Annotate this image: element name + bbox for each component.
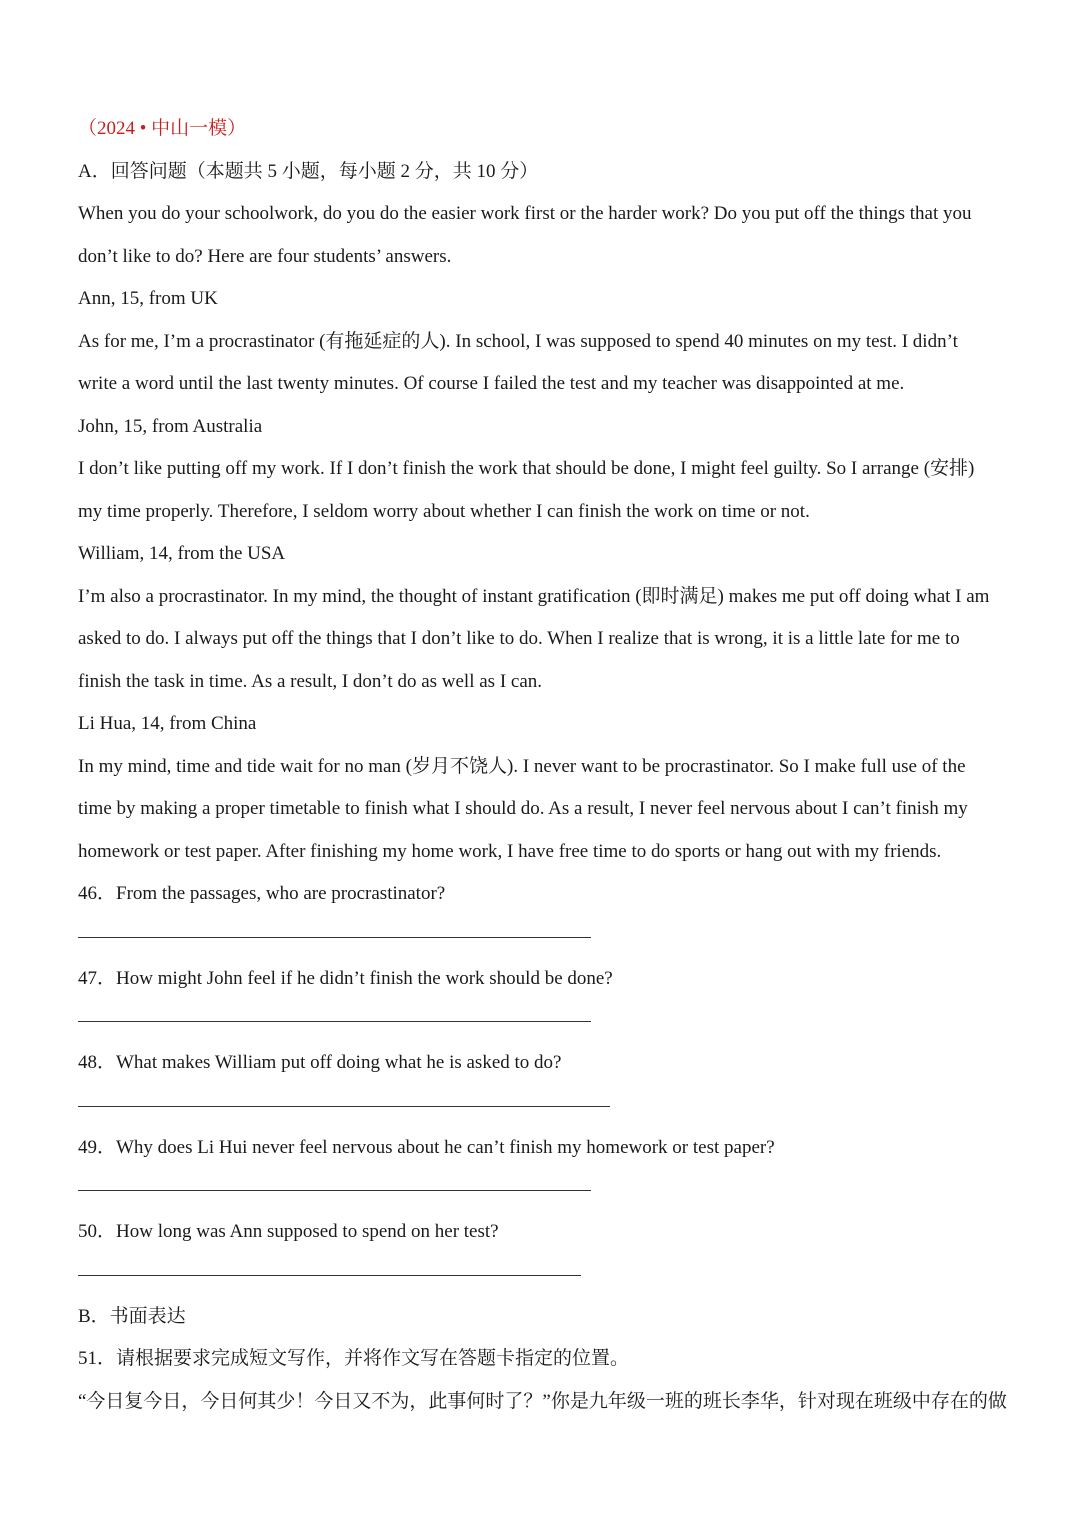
answer-blank-49[interactable] — [78, 1169, 1018, 1211]
question-49: 49．Why does Li Hui never feel nervous about he can’t finish my homework or test paper? — [78, 1136, 775, 1158]
answer-underline — [78, 937, 591, 938]
writing-prompt-line: “今日复今日，今日何其少！今日又不为，此事何时了？”你是九年级一班的班长李华，针对现在班级中存在的做 — [78, 1390, 1007, 1412]
question-48: 48．What makes William put off doing what he is asked to do? — [78, 1052, 562, 1073]
student-answer-line: time by making a proper timetable to finish what I should do. As a result, I never feel nervous about I can’t finish my — [78, 798, 968, 819]
student-answer-line: write a word until the last twenty minutes. Of course I failed the test and my teacher was disappointed at me. — [78, 373, 905, 394]
source-label: （2024 • 中山一模） — [78, 118, 247, 139]
student-answer-line: As for me, I’m a procrastinator (有拖延症的人). In school, I was supposed to spend 40 minutes on my test. I didn’t — [78, 330, 958, 352]
student-name: William, 14, from the USA — [78, 543, 286, 564]
answer-blank-46[interactable] — [78, 916, 1018, 958]
student-answer-line: I’m also a procrastinator. In my mind, the thought of instant gratification (即时满足) makes me put off doing what I am — [78, 585, 990, 607]
exam-page — [78, 108, 1018, 1423]
student-answer-line: my time properly. Therefore, I seldom worry about whether I can finish the work on time or not. — [78, 500, 810, 522]
student-name: Ann, 15, from UK — [78, 288, 218, 309]
answer-blank-50[interactable] — [78, 1254, 1018, 1296]
student-name: John, 15, from Australia — [78, 415, 263, 437]
student-answer-line: In my mind, time and tide wait for no man (岁月不饶人). I never want to be procrastinator. So I make full use of the — [78, 755, 966, 777]
answer-underline — [78, 1106, 610, 1107]
section-a-heading: A．回答问题（本题共 5 小题，每小题 2 分，共 10 分） — [78, 160, 539, 182]
student-answer-line: finish the task in time. As a result, I don’t do as well as I can. — [78, 670, 543, 692]
student-answer-line: I don’t like putting off my work. If I don’t finish the work that should be done, I might feel guilty. So I arrange (安排) — [78, 458, 975, 479]
answer-underline — [78, 1275, 581, 1276]
answer-underline — [78, 1190, 591, 1191]
student-name: Li Hua, 14, from China — [78, 713, 257, 734]
student-answer-line: homework or test paper. After finishing my home work, I have free time to do sports or hang out with my friends. — [78, 840, 942, 862]
question-47: 47．How might John feel if he didn’t finish the work should be done? — [78, 967, 613, 989]
intro-line: When you do your schoolwork, do you do the easier work first or the harder work? Do you put off the things that you — [78, 203, 972, 224]
answer-blank-47[interactable] — [78, 1000, 1018, 1042]
section-b-heading: B．书面表达 — [78, 1305, 186, 1327]
question-46: 46．From the passages, who are procrastinator? — [78, 883, 446, 904]
intro-line: don’t like to do? Here are four students’ answers. — [78, 245, 452, 267]
writing-task: 51．请根据要求完成短文写作，并将作文写在答题卡指定的位置。 — [78, 1348, 630, 1369]
student-answer-line: asked to do. I always put off the things that I don’t like to do. When I realize that is wrong, it is a little late for me to — [78, 628, 960, 649]
answer-blank-48[interactable] — [78, 1085, 1018, 1127]
answer-underline — [78, 1021, 591, 1022]
question-50: 50．How long was Ann supposed to spend on her test? — [78, 1221, 499, 1242]
